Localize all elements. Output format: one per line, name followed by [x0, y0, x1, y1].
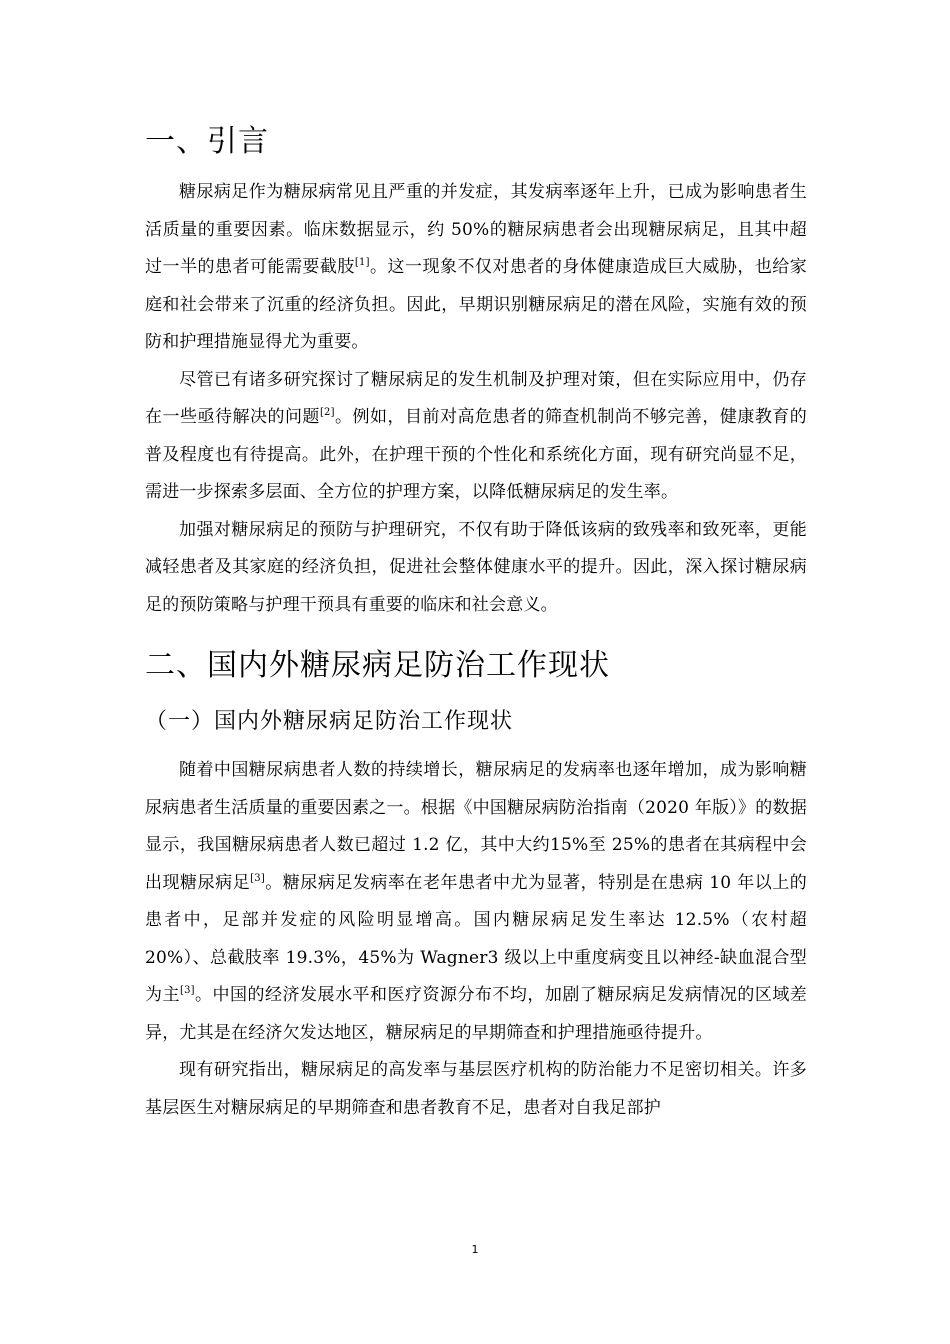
- paragraph: [145, 174, 807, 362]
- paragraph-text: 现有研究指出，糖尿病足的高发率与基层医疗机构的防治能力不足密切相关。许多基层医生对糖尿病足的早期筛查和患者教育不足，患者对自我足部护: [145, 1060, 807, 1118]
- citation-ref: [1]: [354, 257, 370, 268]
- paragraph-text: 。这一现象不仅对患者的身体健康造成巨大威胁，也给家庭和社会带来了沉重的经济负担。因此，早期识别糖尿病足的潜在风险，实施有效的预防和护理措施显得尤为重要。: [145, 257, 808, 352]
- paragraph-text: 。糖尿病足发病率在老年患者中尤为显著，特别是在患病 10 年以上的患者中，足部并发症的风险明显增高。国内糖尿病足发生率达 12.5%（农村超 20%）、总截肢率 19.3%，45%为 Wagner3 级以上中重度病变且以神经-缺血混合型为主: [145, 872, 808, 1005]
- paragraph: [145, 1052, 807, 1127]
- page-content: [145, 118, 807, 1127]
- section-heading-introduction: 一、引言: [145, 124, 269, 159]
- citation-ref: [3]: [180, 985, 195, 996]
- page-number: 1: [471, 1243, 479, 1256]
- subsection-heading: （一）国内外糖尿病足防治工作现状: [145, 709, 514, 734]
- paragraph: [145, 752, 807, 1052]
- paragraph-text: 尽管已有诸多研究探讨了糖尿病足的发生机制及护理对策，但在实际应用中，仍存在一些亟待解决的问题: [145, 369, 807, 427]
- paragraph: [145, 512, 807, 625]
- paragraph-text: 加强对糖尿病足的预防与护理研究，不仅有助于降低该病的致残率和致死率，更能减轻患者及其家庭的经济负担，促进社会整体健康水平的提升。因此，深入探讨糖尿病足的预防策略与护理干预具有重要的临床和社会意义。: [145, 519, 807, 615]
- section-heading-status: 二、国内外糖尿病足防治工作现状: [145, 648, 610, 683]
- citation-ref: [2]: [319, 407, 335, 418]
- paragraph-text: 。例如，目前对高危患者的筛查机制尚不够完善，健康教育的普及程度也有待提高。此外，在护理干预的个性化和系统化方面，现有研究尚显不足，需进一步探索多层面、全方位的护理方案，以降低糖尿病足的发生率。: [145, 407, 808, 502]
- paragraph-text: 糖尿病足作为糖尿病常见且严重的并发症，其发病率逐年上升，已成为影响患者生活质量的重要因素。临床数据显示，约 50%的糖尿病患者会出现糖尿病足，且其中超过一半的患者可能需要截肢: [145, 182, 807, 277]
- paragraph: [145, 362, 807, 512]
- paragraph-text: 。中国的经济发展水平和医疗资源分布不均，加剧了糖尿病足发病情况的区域差异，尤其是在经济欠发达地区，糖尿病足的早期筛查和护理措施亟待提升。: [145, 985, 808, 1043]
- citation-ref: [3]: [250, 872, 265, 884]
- paragraph-text: 随着中国糖尿病患者人数的持续增长，糖尿病足的发病率也逐年增加，成为影响糖尿病患者生活质量的重要因素之一。根据《中国糖尿病防治指南（2020 年版）》的数据显示，我国糖尿病患者人数已超过 1.2 亿，其中大约15%至 25%的患者在其病程中会出现糖尿病足: [145, 760, 807, 893]
